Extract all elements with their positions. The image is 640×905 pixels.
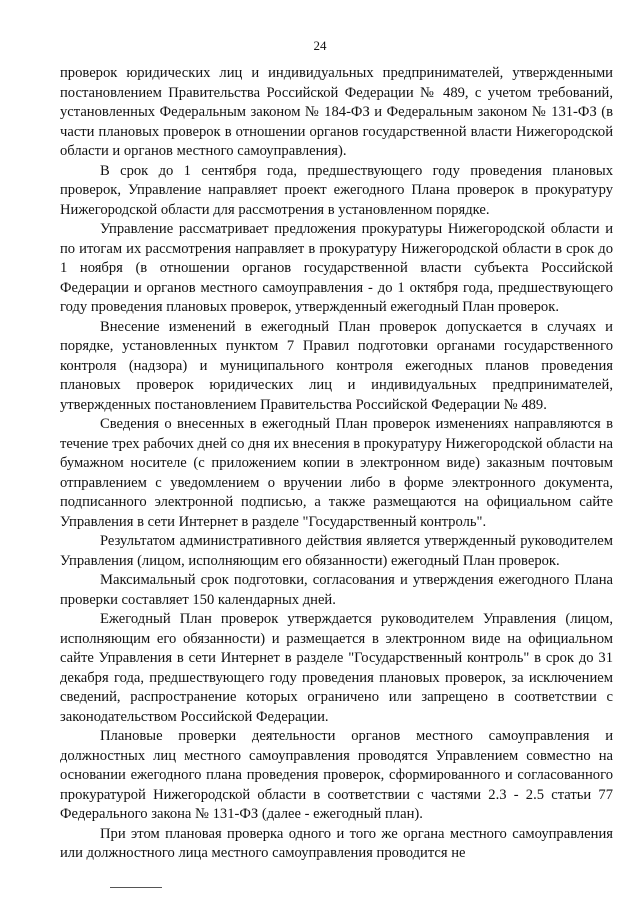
paragraph-5: Сведения о внесенных в ежегодный План проверок изменениях направляются в течение трех рабочих дней со дня их внесения в прокуратуру Нижегородской области на бумажном носителе (с приложением копии в электронном виде) заказным почтовым отправлением с уведомлением о вручении либо в форме электронного документа, подписанного электронной подписью, а также размещаются на официальном сайте Управления в сети Интернет в разделе "Государственный контроль". xyxy=(60,416,613,530)
paragraph-8: Ежегодный План проверок утверждается руководителем Управления (лицом, исполняющим его обязанности) и размещается в электронном виде на официальном сайте Управления в сети Интернет в разделе "Государственный контроль" в срок до 31 декабря года, предшествующего году проведения плановых проверок, за исключением сведений, распространение которых ограничено или запрещено в соответствии с законодательством Российской Федерации. xyxy=(60,611,613,725)
paragraph-3: Управление рассматривает предложения прокуратуры Нижегородской области и по итогам их рассмотрения направляет в прокуратуру Нижегородской области в срок до 1 ноября (в отношении органов государственной власти субъекта Российской Федерации и органов местного самоуправления - до 1 октября года, предшествующего году проведения плановых проверок, утвержденный ежегодный План проверок. xyxy=(60,221,613,315)
paragraph-4: Внесение изменений в ежегодный План проверок допускается в случаях и порядке, установленных пунктом 7 Правил подготовки органами государственного контроля (надзора) и муниципального контроля ежегодных планов проведения плановых проверок юридических лиц и индивидуальных предпринимателей, утвержденных постановлением Правительства Российской Федерации № 489. xyxy=(60,318,613,413)
paragraph-9: Плановые проверки деятельности органов местного самоуправления и должностных лиц местного самоуправления проводятся Управлением совместно на основании ежегодного плана проведения проверок, сформированного и согласованного прокуратурой Нижегородской области в соответствии с частями 2.3 - 2.5 статьи 77 Федерального закона № 131-ФЗ (далее - ежегодный план). xyxy=(60,728,613,822)
paragraph-10: При этом плановая проверка одного и того же органа местного самоуправления или должностного лица местного самоуправления проводится не xyxy=(60,825,613,861)
footer-rule xyxy=(110,887,162,888)
paragraph-6: Результатом административного действия является утвержденный руководителем Управления (лицом, исполняющим его обязанности) ежегодный План проверок. xyxy=(60,533,613,569)
paragraph-1: проверок юридических лиц и индивидуальных предпринимателей, утвержденными постановлением Правительства Российской Федерации № 489, с учетом требований, установленных Федеральным законом № 184-ФЗ и Федеральным законом № 131-ФЗ (в части плановых проверок в отношении органов государственной власти Нижегородской области и органов местного самоуправления). xyxy=(60,65,613,159)
paragraph-7: Максимальный срок подготовки, согласования и утверждения ежегодного Плана проверки составляет 150 календарных дней. xyxy=(60,572,613,608)
document-body xyxy=(60,64,613,864)
page-number: 24 xyxy=(313,38,327,53)
paragraph-2: В срок до 1 сентября года, предшествующего году проведения плановых проверок, Управление направляет проект ежегодного Плана проверок в прокуратуру Нижегородской области для рассмотрения в установленном порядке. xyxy=(60,162,613,218)
